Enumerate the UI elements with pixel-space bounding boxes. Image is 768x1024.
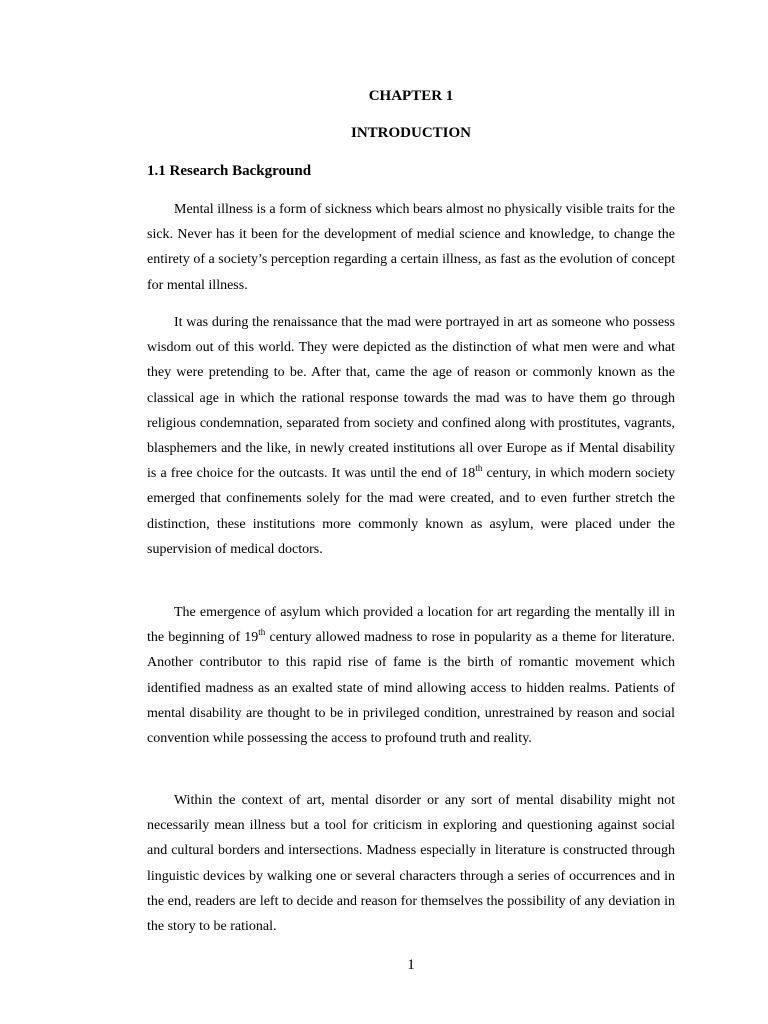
paragraph-3-superscript: th [258,626,266,637]
paragraph-2 [147,310,675,562]
chapter-label: CHAPTER 1 [368,88,454,104]
paragraph-2-text-start: It was during the renaissance that the mad were portrayed in art as someone who possess wisdom out of this world. They were depicted as the distinction of what men were and what they were pretending to be. After that, came the age of reason or commonly known as the classical age in which the rational response towards the mad was to have them go through religious condemnation, separated from society and confined along with prostitutes, vagrants, blasphemers and the like, in newly created institutions all over Europe as if Mental disability is a free choice for the outcasts. It was until the end of 18 [147,315,675,482]
paragraph-1: Mental illness is a form of sickness which bears almost no physically visible traits for the sick. Never has it been for the development of medial science and knowledge, to change the entirety of a society’s perception regarding a certain illness, as fast as the evolution of concept for mental illness. [147,202,675,293]
page-number: 1 [407,957,415,973]
paragraph-2-text-end: century, in which modern society emerged that confinements solely for the mad were created, and to even further stretch the distinction, these institutions more commonly known as asylum, were placed under the supervision of medical doctors. [147,466,675,557]
chapter-title: INTRODUCTION [350,125,471,141]
paragraph-2-superscript: th [475,462,483,473]
section-heading: 1.1 Research Background [147,163,312,179]
paragraph-4: Within the context of art, mental disorder or any sort of mental disability might not necessarily mean illness but a tool for criticism in exploring and questioning against social and cultural borders and intersections. Madness especially in literature is constructed through linguistic devices by walking one or several characters through a series of occurrences and in the end, readers are left to decide and reason for themselves the possibility of any deviation in the story to be rational. [147,793,675,935]
paragraph-3 [147,600,675,751]
paragraph-3-text-end: century allowed madness to rose in popularity as a theme for literature. Another contributor to this rapid rise of fame is the birth of romantic movement which identified madness as an exalted state of mind allowing access to hidden realms. Patients of mental disability are thought to be in privileged condition, unrestrained by reason and social convention while possessing the access to profound truth and reality. [147,630,676,747]
paragraph-3-text-start: The emergence of asylum which provided a location for art regarding the mentally ill in the beginning of 19 [147,605,675,646]
